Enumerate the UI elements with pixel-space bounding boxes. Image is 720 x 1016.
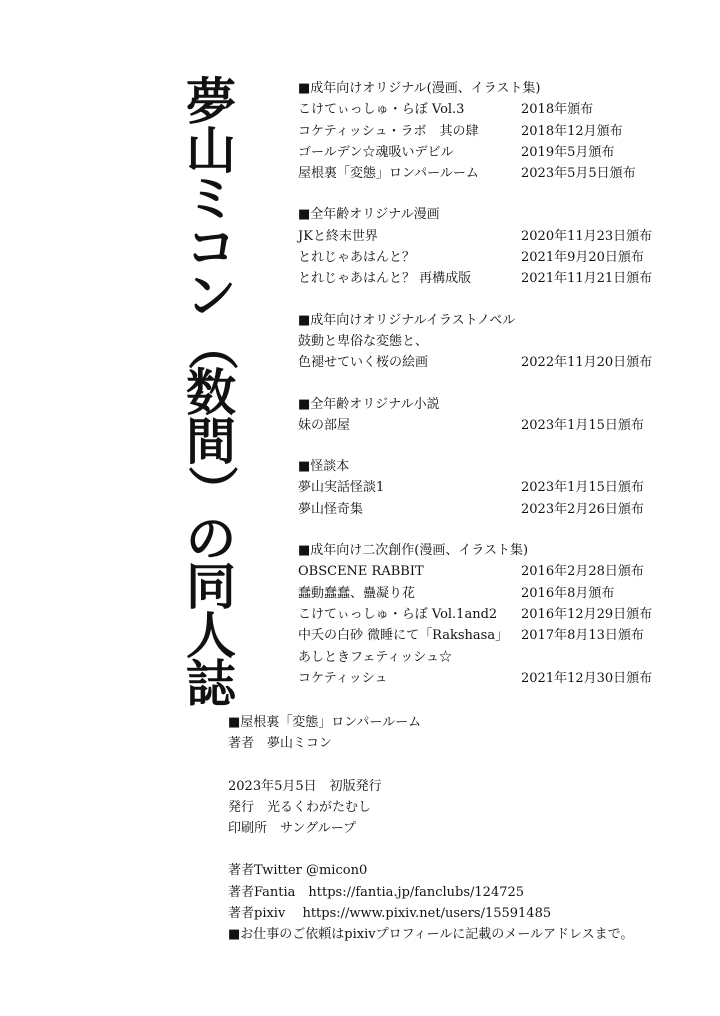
list-item [298,604,658,625]
work-date: 2021年9月20日頒布 [521,250,644,266]
work-date: 2018年12月頒布 [521,123,623,139]
spacer [228,755,698,776]
list-item [298,625,658,646]
work-title: 夢山実話怪談1 [298,480,385,496]
work-date: 2016年8月頒布 [521,585,615,601]
work-date: 2019年5月頒布 [521,144,615,160]
section-heading: ■成年向けオリジナル(漫画、イラスト集) [298,81,541,96]
catalog-section-adult-derivative [298,540,658,689]
title-char: 山 [186,121,236,180]
catalog-section-novel [298,394,658,437]
title-char: 同 [186,558,236,616]
work-title: 鼓動と卑俗な変態と、 [298,333,429,349]
work-title: あしときフェティッシュ☆ [298,649,453,665]
list-item [298,477,658,498]
spacer [228,839,698,860]
list-item [298,163,658,184]
title-char: 人 [186,606,236,665]
section-heading: ■成年向け二次創作(漫画、イラスト集) [298,543,529,559]
work-date: 2018年頒布 [521,102,594,118]
list-item [298,647,658,668]
work-title: 屋根裏「変態」ロンパールーム [298,166,479,182]
catalog-section-all-ages-manga [298,204,658,289]
work-date: 2023年1月15日頒布 [521,480,644,496]
work-date: 2023年2月26日頒布 [521,501,644,517]
colophon [228,712,698,946]
title-char: 夢 [186,73,236,131]
list-item [298,121,658,142]
catalog-section-illustrated-novel [298,310,658,374]
twitter-line: 著者Twitter @micon0 [228,863,368,879]
work-date: 2021年12月30日頒布 [521,670,653,686]
publisher-line: 発行 光るくわがたむし [228,799,372,815]
vertical-title [168,73,254,713]
title-char: 誌 [186,655,236,713]
list-item [298,415,658,436]
contact-note: ■お仕事のご依頼はpixivプロフィールに記載のメールアドレスまで。 [228,927,634,943]
work-title: 妹の部屋 [298,417,351,433]
work-title: JKと終末世界 [298,228,378,244]
work-title: とれじゃあはんと？ [298,250,416,266]
work-title: ゴールデン☆魂吸いデビル [298,144,454,160]
catalog-section-ghost-stories [298,456,658,520]
work-title: こけてぃっしゅ・らぼ Vol.3 [298,102,465,118]
list-item [298,561,658,582]
first-edition-line: 2023年5月5日 初版発行 [228,778,382,794]
list-item [298,331,658,352]
work-date: 2017年8月13日頒布 [521,628,644,644]
list-item [298,668,658,689]
work-date: 2023年5月5日頒布 [521,166,636,182]
work-title: コケティッシュ [298,670,388,686]
section-heading: ■全年齢オリジナル小説 [298,396,440,412]
list-item [298,226,658,247]
list-item [298,99,658,120]
work-date: 2016年2月28日頒布 [521,564,644,580]
list-item [298,142,658,163]
work-date: 2021年11月21日頒布 [521,271,653,287]
title-char: 間 [186,412,236,471]
section-heading: ■成年向けオリジナルイラストノベル [298,312,516,328]
work-date: 2023年1月15日頒布 [521,417,644,433]
title-char-close-paren: ） [182,465,241,516]
works-catalog [298,78,658,709]
pixiv-line: 著者pixiv https://www.pixiv.net/users/15591485 [228,906,552,922]
book-title: ■屋根裏「変態」ロンパールーム [228,715,422,730]
work-title: とれじゃあはんと？ 再構成版 [298,271,472,287]
work-title: こけてぃっしゅ・らぼ Vol.1and2 [298,606,498,622]
list-item [298,268,658,289]
printer-line: 印刷所 サングループ [228,821,357,837]
list-item [298,583,658,604]
work-date: 2016年12月29日頒布 [521,606,653,622]
work-title: 夢山怪奇集 [298,501,364,517]
work-title: OBSCENE RABBIT [298,564,424,580]
title-char-open-paren: （ [182,319,241,370]
title-char: ミ [186,170,236,228]
title-char: コ [186,218,236,277]
catalog-section-adult-original [298,78,658,184]
work-title: 色褪せていく桜の絵画 [298,355,429,371]
work-title: コケティッシュ・ラボ 其の肆 [298,123,479,139]
list-item [298,499,658,520]
section-heading: ■怪談本 [298,459,350,475]
author-line: 著者 夢山ミコン [228,736,333,752]
work-title: 蠢動蠢蠢、蠱凝り花 [298,585,416,601]
title-char: 数 [186,364,236,422]
work-title: 中夭の白砂 微睡にて「Rakshasa」 [298,628,509,644]
work-date: 2022年11月20日頒布 [521,355,653,371]
title-char: の [186,509,236,568]
fantia-line: 著者Fantia https://fantia.jp/fanclubs/124725 [228,884,525,900]
section-heading: ■全年齢オリジナル漫画 [298,207,440,223]
work-date: 2020年11月23日頒布 [521,228,653,244]
title-char: ン [186,267,236,325]
list-item [298,352,658,373]
list-item [298,247,658,268]
